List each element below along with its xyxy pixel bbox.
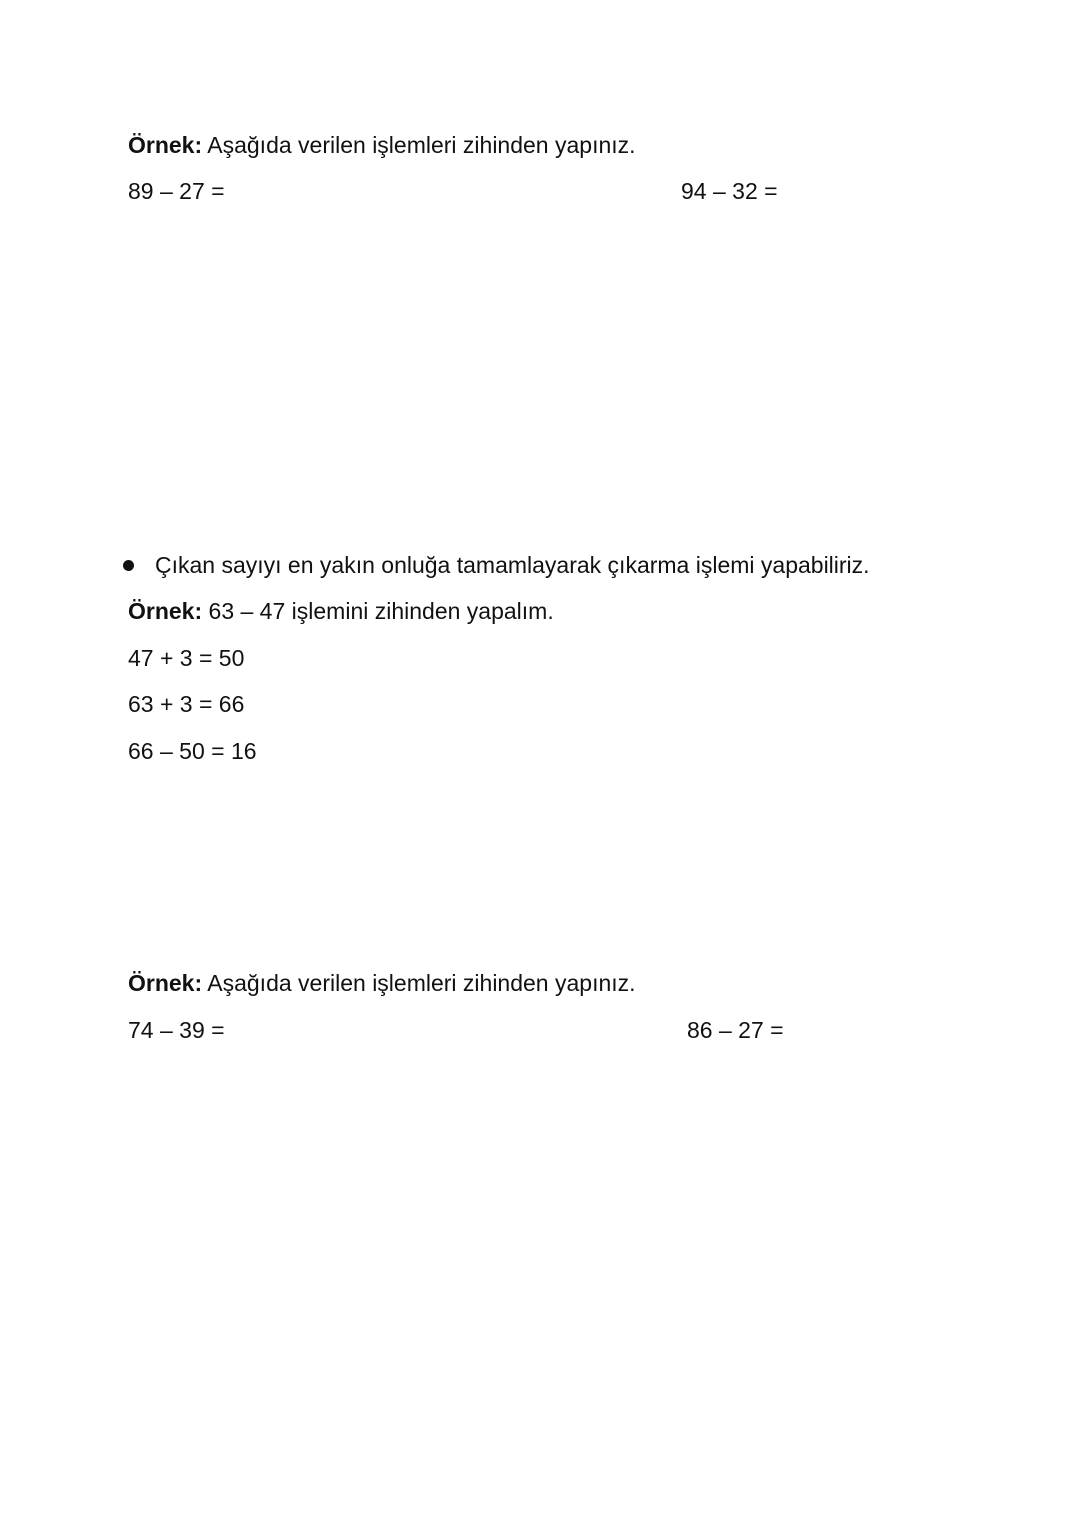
step-3: 66 – 50 = 16 (128, 738, 257, 764)
example-instruction: 63 – 47 işlemini zihinden yapalım. (202, 598, 554, 624)
problem-94-32: 94 – 32 = (681, 178, 778, 204)
example-2-heading (128, 596, 554, 626)
example-label: Örnek: (128, 970, 203, 996)
example-3-heading (128, 968, 636, 998)
bullet-text: Çıkan sayıyı en yakın onluğa tamamlayarak çıkarma işlemi yapabiliriz. (155, 552, 870, 578)
problem-86-27: 86 – 27 = (687, 1017, 784, 1043)
bullet-icon (123, 560, 134, 571)
step-2: 63 + 3 = 66 (128, 691, 245, 717)
example-label: Örnek: (128, 598, 203, 624)
step-1: 47 + 3 = 50 (128, 645, 245, 671)
example-instruction: Aşağıda verilen işlemleri zihinden yapınız. (202, 970, 636, 996)
problem-89-27: 89 – 27 = (128, 178, 225, 204)
example-instruction: Aşağıda verilen işlemleri zihinden yapınız. (202, 132, 636, 158)
problem-74-39: 74 – 39 = (128, 1017, 225, 1043)
example-1-heading (128, 130, 636, 160)
example-label: Örnek: (128, 132, 203, 158)
